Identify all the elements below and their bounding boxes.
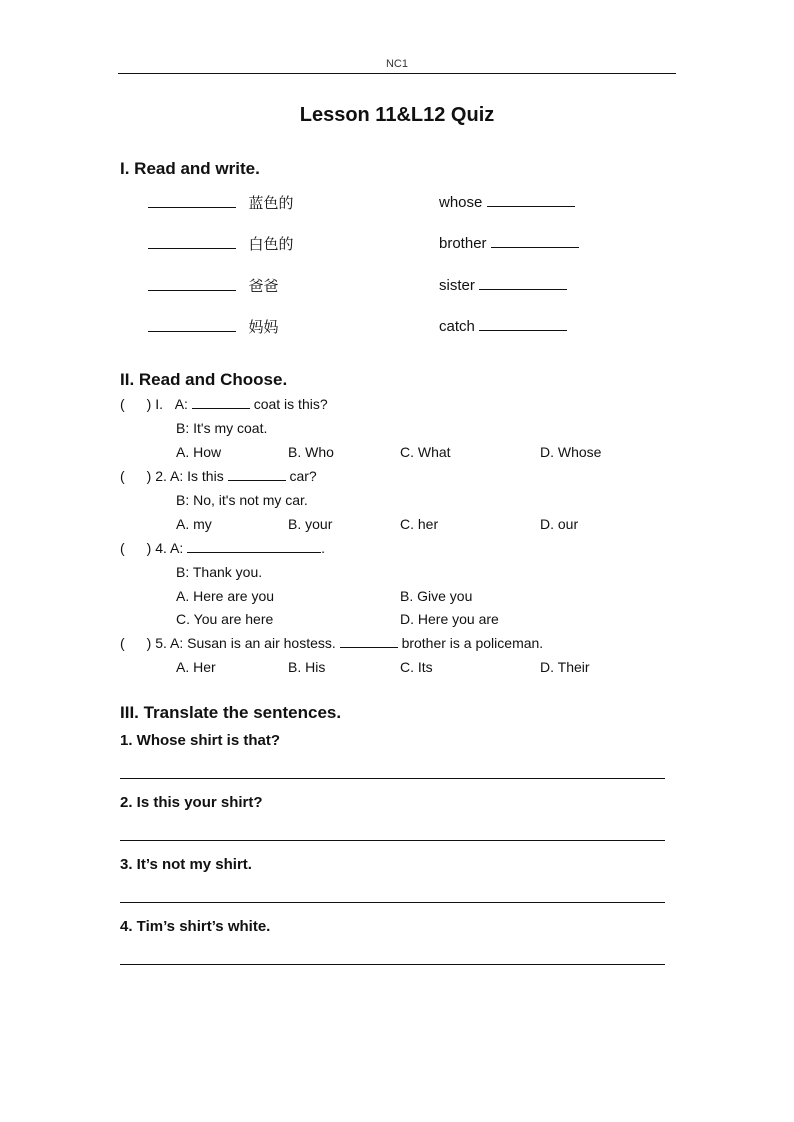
question-2-prompt: ( ) 2. A: Is this car? xyxy=(120,468,317,484)
vocab-item-right-1: whose xyxy=(439,192,575,211)
vocab-item-left-4: 妈妈 xyxy=(148,316,279,337)
question-4-option-d: D. Here you are xyxy=(400,611,499,627)
question-5-option-a: A. Her xyxy=(176,659,216,675)
section-heading-read-choose: II. Read and Choose. xyxy=(120,370,288,389)
header-rule xyxy=(118,73,676,74)
vocab-item-left-2: 白色的 xyxy=(148,233,294,254)
answer-blank[interactable] xyxy=(479,275,567,290)
question-2-option-b: B. your xyxy=(288,516,333,532)
question-4-response: B: Thank you. xyxy=(176,564,263,580)
page-title: Lesson 11&L12 Quiz xyxy=(299,104,495,126)
answer-line-3[interactable] xyxy=(120,902,665,903)
answer-blank[interactable] xyxy=(340,636,398,648)
question-1-response: B: It's my coat. xyxy=(176,420,268,436)
answer-blank[interactable] xyxy=(487,192,575,207)
translate-item-4: 4. Tim’s shirt’s white. xyxy=(120,918,271,935)
answer-blank[interactable] xyxy=(148,276,236,291)
vocab-item-right-2: brother xyxy=(439,233,579,252)
translate-item-3: 3. It’s not my shirt. xyxy=(120,856,252,873)
question-4-prompt: ( ) 4. A: . xyxy=(120,540,326,556)
translate-item-2: 2. Is this your shirt? xyxy=(120,794,263,811)
question-5-option-c: C. Its xyxy=(400,659,433,675)
question-4-option-c: C. You are here xyxy=(176,611,274,627)
vocab-item-right-3: sister xyxy=(439,275,567,294)
answer-blank[interactable] xyxy=(148,193,236,208)
section-heading-translate: III. Translate the sentences. xyxy=(120,703,342,722)
vocab-item-left-3: 爸爸 xyxy=(148,275,279,296)
question-5-prompt: ( ) 5. A: Susan is an air hostess. brother is a policeman. xyxy=(120,635,544,651)
question-2-option-d: D. our xyxy=(540,516,579,532)
question-1-option-b: B. Who xyxy=(288,444,334,460)
vocab-item-right-4: catch xyxy=(439,316,567,335)
question-1-option-c: C. What xyxy=(400,444,451,460)
question-1-option-d: D. Whose xyxy=(540,444,602,460)
answer-blank[interactable] xyxy=(491,233,579,248)
section-heading-read-write: I. Read and write. xyxy=(120,159,260,178)
question-4-option-a: A. Here are you xyxy=(176,588,275,604)
answer-line-2[interactable] xyxy=(120,840,665,841)
question-1-prompt: ( ) I. A: coat is this? xyxy=(120,396,328,412)
question-2-option-c: C. her xyxy=(400,516,439,532)
header-label: NC1 xyxy=(385,58,408,70)
answer-blank[interactable] xyxy=(479,316,567,331)
question-1-option-a: A. How xyxy=(176,444,222,460)
answer-blank[interactable] xyxy=(187,541,321,553)
question-2-response: B: No, it's not my car. xyxy=(176,492,308,508)
translate-item-1: 1. Whose shirt is that? xyxy=(120,732,281,749)
answer-blank[interactable] xyxy=(228,469,286,481)
answer-blank[interactable] xyxy=(192,397,250,409)
question-2-option-a: A. my xyxy=(176,516,212,532)
answer-line-4[interactable] xyxy=(120,964,665,965)
question-5-option-b: B. His xyxy=(288,659,326,675)
answer-blank[interactable] xyxy=(148,317,236,332)
answer-line-1[interactable] xyxy=(120,778,665,779)
question-5-option-d: D. Their xyxy=(540,659,590,675)
answer-blank[interactable] xyxy=(148,234,236,249)
vocab-item-left-1: 蓝色的 xyxy=(148,192,294,213)
question-4-option-b: B. Give you xyxy=(400,588,473,604)
